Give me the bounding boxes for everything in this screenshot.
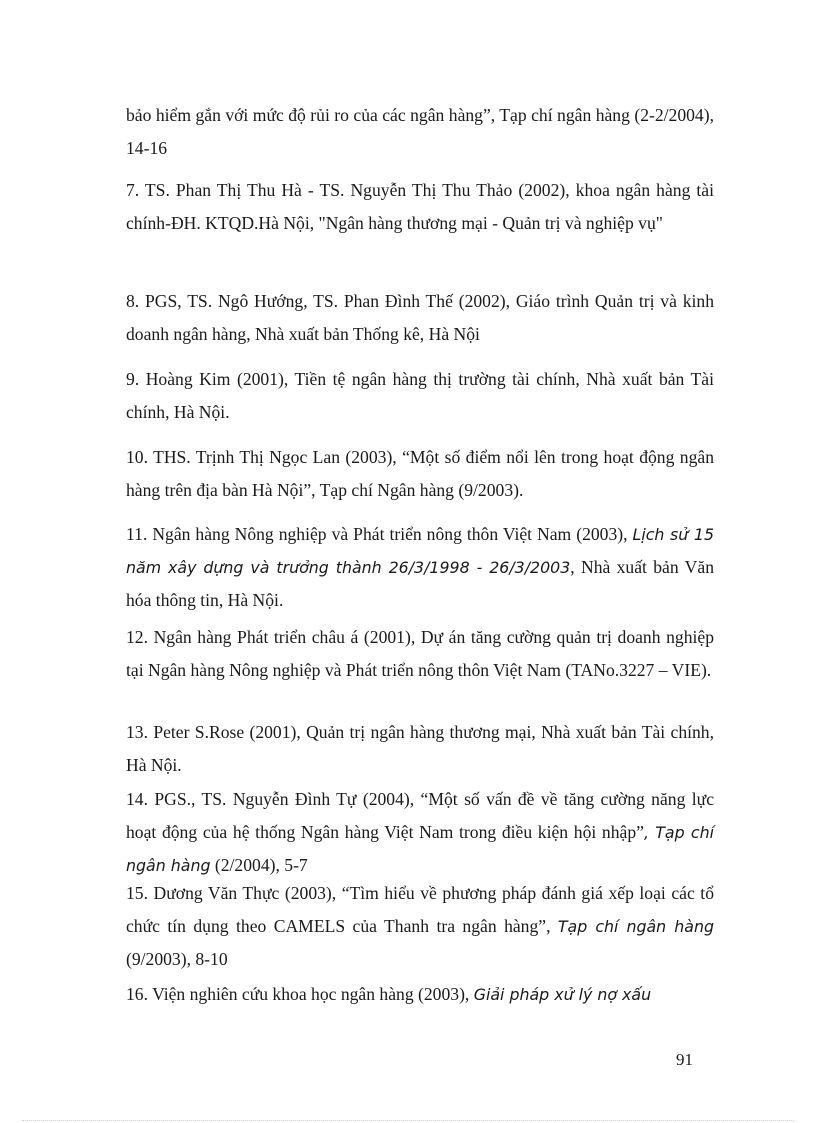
reference-text: 16. Viện nghiên cứu khoa học ngân hàng (2003), bbox=[126, 984, 474, 1004]
reference-16 bbox=[126, 978, 714, 1011]
reference-title-italic: , Tạp chí ngân hàng bbox=[126, 823, 714, 875]
reference-text: 13. Peter S.Rose (2001), Quản trị ngân hàng thương mại, Nhà xuất bản Tài chính, Hà Nội. bbox=[126, 722, 714, 775]
reference-15 bbox=[126, 877, 714, 976]
reference-12 bbox=[126, 621, 714, 687]
reference-9 bbox=[126, 363, 714, 429]
reference-7 bbox=[126, 174, 714, 240]
reference-text: 11. Ngân hàng Nông nghiệp và Phát triển nông thôn Việt Nam (2003), bbox=[126, 524, 633, 544]
reference-text: 15. Dương Văn Thực (2003), “Tìm hiểu về phương pháp đánh giá xếp loại các tổ chức tín dụng theo CAMELS của Thanh tra ngân hàng”, bbox=[126, 883, 714, 936]
reference-text: 7. TS. Phan Thị Thu Hà - TS. Nguyễn Thị Thu Thảo (2002), khoa ngân hàng tài chính-ĐH. KTQD.Hà Nội, "Ngân hàng thương mại - Quản trị và nghiệp vụ" bbox=[126, 180, 714, 233]
reference-8 bbox=[126, 285, 714, 351]
reference-text: 14. PGS., TS. Nguyễn Đình Tự (2004), “Một số vấn đề về tăng cường năng lực hoạt động của hệ thống Ngân hàng Việt Nam trong điều kiện hội nhập” bbox=[126, 789, 714, 842]
page-bottom-divider bbox=[22, 1120, 794, 1121]
reference-text: 9. Hoàng Kim (2001), Tiền tệ ngân hàng thị trường tài chính, Nhà xuất bản Tài chính, Hà Nội. bbox=[126, 369, 714, 422]
reference-13 bbox=[126, 716, 714, 782]
reference-text: 10. THS. Trịnh Thị Ngọc Lan (2003), “Một số điểm nổi lên trong hoạt động ngân hàng trên địa bàn Hà Nội”, Tạp chí Ngân hàng (9/2003). bbox=[126, 447, 714, 500]
reference-6-continuation bbox=[126, 99, 714, 165]
reference-text: bảo hiểm gắn với mức độ rủi ro của các ngân hàng”, Tạp chí ngân hàng (2-2/2004), 14-16 bbox=[126, 105, 714, 158]
reference-10 bbox=[126, 441, 714, 507]
reference-11 bbox=[126, 518, 714, 617]
page-number: 91 bbox=[676, 1050, 693, 1069]
reference-title-italic: Lịch sử 15 năm xây dựng và trưởng thành 26/3/1998 - 26/3/2003 bbox=[126, 525, 714, 577]
reference-text: , Nhà xuất bản Văn hóa thông tin, Hà Nội. bbox=[126, 557, 714, 610]
reference-text: (9/2003), 8-10 bbox=[126, 949, 228, 969]
reference-text: (2/2004), 5-7 bbox=[210, 855, 308, 875]
reference-text: 12. Ngân hàng Phát triển châu á (2001), Dự án tăng cường quản trị doanh nghiệp tại Ngân hàng Nông nghiệp và Phát triển nông thôn Việt Nam (TANo.3227 – VIE). bbox=[126, 627, 714, 680]
reference-14 bbox=[126, 783, 714, 882]
reference-title-italic: Tạp chí ngân hàng bbox=[557, 917, 714, 936]
reference-text: 8. PGS, TS. Ngô Hướng, TS. Phan Đình Thế (2002), Giáo trình Quản trị và kinh doanh ngân hàng, Nhà xuất bản Thống kê, Hà Nội bbox=[126, 291, 714, 344]
reference-title-italic: Giải pháp xử lý nợ xấu bbox=[473, 985, 652, 1004]
